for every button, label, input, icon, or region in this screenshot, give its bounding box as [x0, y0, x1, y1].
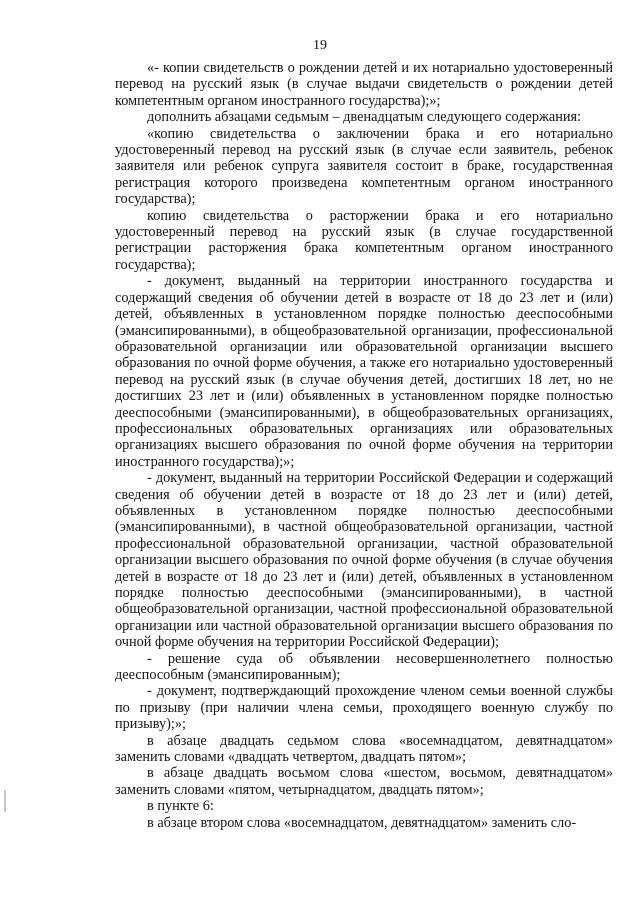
paragraph: - решение суда об объявлении несовершеннолетнего полностью дееспособным (эмансипированным);	[115, 650, 613, 684]
document-body	[115, 60, 613, 831]
page-number: 19	[313, 38, 327, 53]
scan-margin-mark	[4, 790, 6, 812]
paragraph: в абзаце втором слова «восемнадцатом, девятнадцатом» заменить сло-	[147, 814, 577, 831]
paragraph: - документ, подтверждающий прохождение членом семьи военной службы по призыву (при наличии члена семьи, проходящего военную службу по призыву);»;	[115, 683, 613, 733]
paragraph: дополнить абзацами седьмым – двенадцатым следующего содержания:	[147, 109, 582, 126]
paragraph: копию свидетельства о расторжении брака и его нотариально удостоверенный перевод на русский язык (в случае государственной регистрации расторжения брака компетентным органом иностранного государства);	[115, 207, 613, 273]
paragraph: «- копии свидетельств о рождении детей и их нотариально удостоверенный перевод на русский язык (в случае выдачи свидетельств о рождении детей компетентным органом иностранного государства);»;	[115, 60, 613, 109]
paragraph: «копию свидетельства о заключении брака и его нотариально удостоверенный перевод на русский язык (в случае если заявитель, ребенок заявителя или ребенок супруга заявителя состоит в браке, государственная регистрация которого произведена компетентным органом иностранного государства);	[115, 125, 613, 208]
paragraph: в абзаце двадцать восьмом слова «шестом, восьмом, девятнадцатом» заменить словами «пятом, четырнадцатом, двадцать пятом»;	[115, 765, 613, 798]
paragraph: в пункте 6:	[147, 798, 214, 815]
paragraph: - документ, выданный на территории иностранного государства и содержащий сведения об обучении детей в возрасте от 18 до 23 лет и (или) детей, объявленных в установленном порядке полностью дееспособными (эмансипированными), в общеобразовательной организации, профессиональной образовательной организации или образовательной организации высшего образования по очной форме обучения, а также его нотариально удостоверенный перевод на русский язык (в случае обучения детей, достигших 18 лет, но не достигших 23 лет и (или) объявленных в установленном порядке полностью дееспособными (эмансипированными), в общеобразовательных организациях, профессиональных образовательных организациях или образовательных организациях высшего образования по очной форме обучения на территории иностранного государства);»;	[115, 273, 613, 470]
paragraph: в абзаце двадцать седьмом слова «восемнадцатом, девятнадцатом» заменить словами «двадцать четвертом, двадцать пятом»;	[115, 732, 613, 766]
paragraph: - документ, выданный на территории Российской Федерации и содержащий сведения об обучении детей в возрасте от 18 до 23 лет и (или) детей, объявленных в установленном порядке полностью дееспособными (эмансипированными), в частной общеобразовательной организации, частной профессиональной образовательной организации, частной образовательной организации высшего образования по очной форме обучения (в случае обучения детей в возрасте от 18 до 23 лет и (или) детей, объявленных в установленном порядке полностью дееспособными (эмансипированными), в частной общеобразовательной организации, частной профессиональной образовательной организации или частной образовательной организации высшего образования по очной форме обучения на территории Российской Федерации);	[115, 470, 613, 651]
